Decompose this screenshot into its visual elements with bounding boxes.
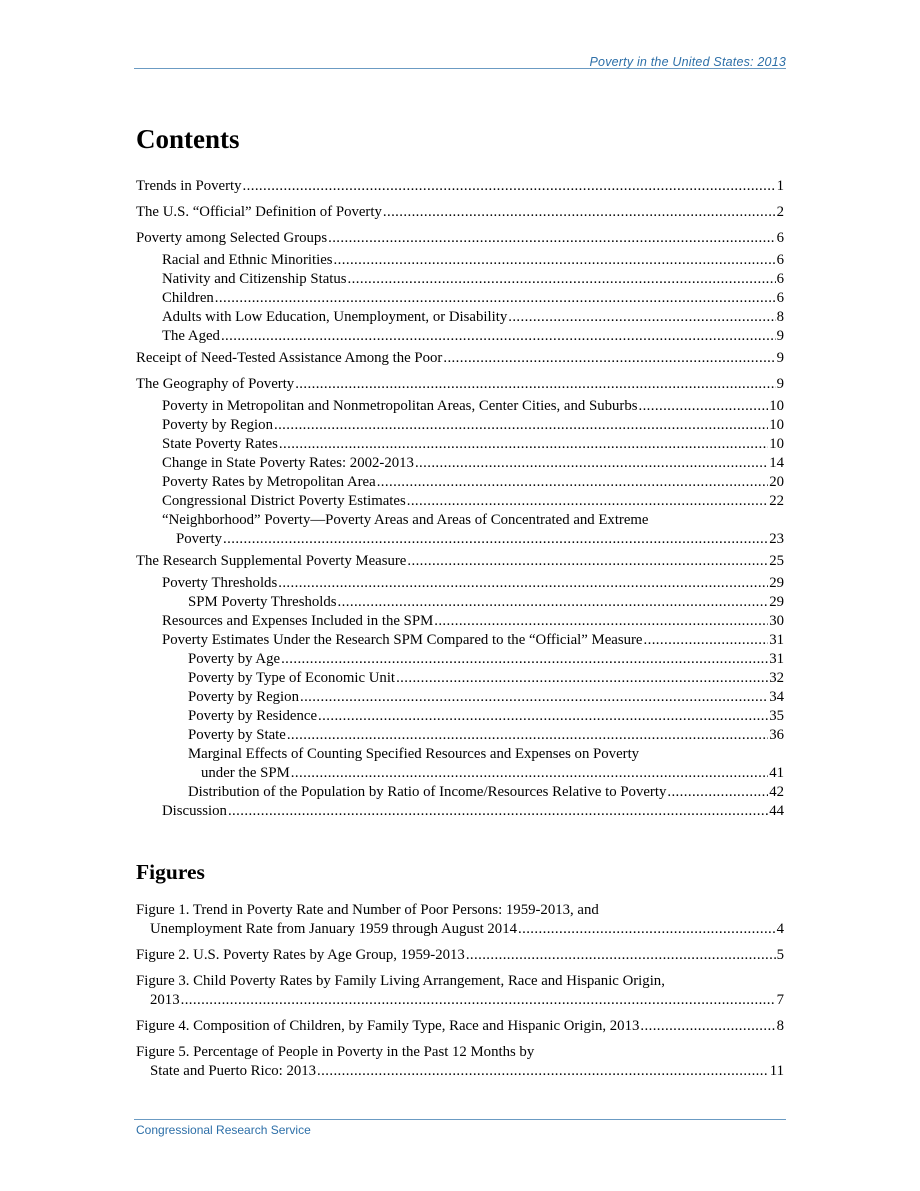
toc-entry[interactable]	[136, 726, 784, 745]
toc-entry[interactable]	[136, 745, 784, 783]
toc-entry[interactable]	[136, 308, 784, 327]
toc-entry[interactable]	[136, 688, 784, 707]
toc-entry[interactable]	[136, 511, 784, 549]
toc-entry[interactable]	[136, 783, 784, 802]
figure-entry-title-line1: Figure 3. Child Poverty Rates by Family Living Arrangement, Race and Hispanic Origin,	[136, 973, 665, 989]
toc-entry-title: Change in State Poverty Rates: 2002-2013	[162, 455, 414, 471]
toc-entry-page: 25	[769, 553, 784, 569]
toc-entry-title: Poverty Thresholds	[162, 575, 278, 591]
toc-entry-title: Racial and Ethnic Minorities	[162, 252, 333, 268]
toc-entry[interactable]	[136, 669, 784, 688]
toc-entry-title-line1: “Neighborhood” Poverty—Poverty Areas and Areas of Concentrated and Extreme	[162, 512, 649, 528]
dot-leader	[466, 946, 776, 965]
figure-entry-title: Figure 2. U.S. Poverty Rates by Age Group, 1959-2013	[136, 947, 465, 963]
figure-entry[interactable]	[136, 946, 784, 965]
dot-leader	[348, 270, 776, 289]
toc-entry-page: 9	[776, 350, 784, 366]
toc-entry-page: 29	[769, 575, 784, 591]
toc-entry-page: 9	[776, 376, 784, 392]
dot-leader	[518, 920, 776, 939]
dot-leader	[338, 593, 769, 612]
figure-entry-title-line1: Figure 5. Percentage of People in Poverty in the Past 12 Months by	[136, 1044, 535, 1060]
toc-entry-title: Receipt of Need-Tested Assistance Among the Poor	[136, 350, 443, 366]
toc-entry-title: The Research Supplemental Poverty Measure	[136, 553, 407, 569]
figure-entry-page: 5	[776, 947, 784, 963]
toc-entry-page: 10	[769, 436, 784, 452]
dot-leader	[318, 707, 768, 726]
dot-leader	[334, 251, 776, 270]
toc-entry-page: 6	[776, 290, 784, 306]
figure-entry-page: 11	[769, 1063, 784, 1079]
toc-entry[interactable]	[136, 289, 784, 308]
toc-entry-title: Discussion	[162, 803, 227, 819]
toc-entry-title: The Geography of Poverty	[136, 376, 295, 392]
toc-entry[interactable]	[136, 802, 784, 821]
toc-entry-page: 35	[769, 708, 784, 724]
toc-entry-title: Nativity and Citizenship Status	[162, 271, 347, 287]
toc-entry-page: 9	[776, 328, 784, 344]
toc-entry[interactable]	[136, 327, 784, 346]
running-header-title: Poverty in the United States: 2013	[589, 55, 786, 69]
figure-entry-title-line2: 2013	[150, 992, 180, 1008]
toc-entry-title: Poverty by Region	[188, 689, 299, 705]
figure-entry[interactable]	[136, 1043, 784, 1081]
toc-entry[interactable]	[136, 251, 784, 270]
figure-entry[interactable]	[136, 1017, 784, 1036]
toc-entry-title: Trends in Poverty	[136, 178, 242, 194]
toc-entry-page: 30	[769, 613, 784, 629]
dot-leader	[407, 492, 768, 511]
dot-leader	[221, 327, 776, 346]
toc-entry-page: 42	[769, 784, 784, 800]
dot-leader	[300, 688, 768, 707]
toc-entry-page: 20	[769, 474, 784, 490]
toc-entry-page: 36	[769, 727, 784, 743]
dot-leader	[443, 349, 775, 368]
toc-entry[interactable]	[136, 473, 784, 492]
figure-entry-title-line2: Unemployment Rate from January 1959 through August 2014	[150, 921, 517, 937]
toc-entry-title: Congressional District Poverty Estimates	[162, 493, 406, 509]
toc-entry-title: Adults with Low Education, Unemployment, or Disability	[162, 309, 508, 325]
toc-entry-page: 23	[769, 531, 784, 547]
dot-leader	[223, 530, 768, 549]
toc-entry[interactable]	[136, 454, 784, 473]
figure-entry-page: 4	[776, 921, 784, 937]
toc-entry[interactable]	[136, 203, 784, 222]
dot-leader	[278, 574, 768, 593]
header-rule	[134, 68, 786, 69]
toc-entry[interactable]	[136, 435, 784, 454]
toc-entry[interactable]	[136, 375, 784, 394]
footer-publisher: Congressional Research Service	[136, 1123, 311, 1137]
dot-leader	[228, 802, 768, 821]
dot-leader	[667, 783, 768, 802]
toc-entry-title: Resources and Expenses Included in the SPM	[162, 613, 434, 629]
dot-leader	[317, 1062, 769, 1081]
toc-entry-title: State Poverty Rates	[162, 436, 278, 452]
toc-entry-page: 6	[776, 271, 784, 287]
toc-entry-title: The Aged	[162, 328, 220, 344]
dot-leader	[281, 650, 768, 669]
toc-entry-title-line2: Poverty	[176, 531, 223, 547]
dot-leader	[415, 454, 768, 473]
dot-leader	[638, 397, 768, 416]
toc-entry-page: 2	[776, 204, 784, 220]
dot-leader	[287, 726, 768, 745]
toc-entry-title: Distribution of the Population by Ratio of Income/Resources Relative to Poverty	[188, 784, 667, 800]
toc-entry[interactable]	[136, 177, 784, 196]
toc-entry-page: 10	[769, 398, 784, 414]
toc-entry[interactable]	[136, 270, 784, 289]
toc-entry-title: The U.S. “Official” Definition of Poverty	[136, 204, 382, 220]
toc-entry-page: 10	[769, 417, 784, 433]
contents-heading: Contents	[136, 124, 240, 154]
toc-entry-page: 8	[776, 309, 784, 325]
toc-entry-page: 1	[776, 178, 784, 194]
toc-entry-page: 32	[769, 670, 784, 686]
figure-entry-title-line2: State and Puerto Rico: 2013	[150, 1063, 317, 1079]
dot-leader	[291, 764, 768, 783]
dot-leader	[328, 229, 776, 248]
dot-leader	[215, 289, 776, 308]
dot-leader	[644, 631, 769, 650]
dot-leader	[181, 991, 776, 1010]
toc-entry-title: Poverty Rates by Metropolitan Area	[162, 474, 376, 490]
toc-entry-title: Poverty by Type of Economic Unit	[188, 670, 396, 686]
toc-entry[interactable]	[136, 707, 784, 726]
toc-entry-title: Poverty by State	[188, 727, 286, 743]
toc-entry[interactable]	[136, 612, 784, 631]
toc-entry[interactable]	[136, 593, 784, 612]
dot-leader	[377, 473, 769, 492]
toc-entry-page: 14	[769, 455, 784, 471]
figures-heading: Figures	[136, 860, 205, 884]
figure-entry-page: 7	[776, 992, 784, 1008]
figure-entry[interactable]	[136, 972, 784, 1010]
dot-leader	[396, 669, 768, 688]
dot-leader	[279, 435, 768, 454]
toc-entry-page: 22	[769, 493, 784, 509]
toc-entry-page: 34	[769, 689, 784, 705]
dot-leader	[274, 416, 768, 435]
dot-leader	[243, 177, 776, 196]
dot-leader	[383, 203, 776, 222]
toc-entry[interactable]	[136, 552, 784, 571]
toc-entry[interactable]	[136, 631, 784, 650]
toc-entry-page: 29	[769, 594, 784, 610]
figure-entry-title-line1: Figure 1. Trend in Poverty Rate and Number of Poor Persons: 1959-2013, and	[136, 902, 599, 918]
toc-entry-title: Poverty by Residence	[188, 708, 318, 724]
figure-entry[interactable]	[136, 901, 784, 939]
figure-entry-title: Figure 4. Composition of Children, by Family Type, Race and Hispanic Origin, 2013	[136, 1018, 640, 1034]
figure-entry-page: 8	[776, 1018, 784, 1034]
toc-entry-title: Poverty among Selected Groups	[136, 230, 328, 246]
toc-entry[interactable]	[136, 397, 784, 416]
toc-entry-title: Poverty by Age	[188, 651, 281, 667]
dot-leader	[295, 375, 775, 394]
toc-entry-title-line1: Marginal Effects of Counting Specified Resources and Expenses on Poverty	[188, 746, 640, 762]
toc-entry[interactable]	[136, 650, 784, 669]
toc-entry-title: Children	[162, 290, 214, 306]
toc-entry-page: 31	[769, 632, 784, 648]
toc-entry[interactable]	[136, 574, 784, 593]
contents-list	[136, 177, 784, 821]
toc-entry-page: 31	[769, 651, 784, 667]
toc-entry[interactable]	[136, 349, 784, 368]
toc-entry-page: 44	[769, 803, 784, 819]
toc-entry[interactable]	[136, 229, 784, 248]
toc-entry-page: 6	[776, 230, 784, 246]
dot-leader	[407, 552, 768, 571]
toc-entry-title: Poverty Estimates Under the Research SPM Compared to the “Official” Measure	[162, 632, 643, 648]
toc-entry-title: Poverty by Region	[162, 417, 273, 433]
toc-entry-page: 6	[776, 252, 784, 268]
dot-leader	[508, 308, 775, 327]
dot-leader	[640, 1017, 775, 1036]
toc-entry-title-line2: under the SPM	[201, 765, 290, 781]
toc-entry[interactable]	[136, 416, 784, 435]
footer-rule	[134, 1119, 786, 1120]
toc-entry-title: SPM Poverty Thresholds	[188, 594, 337, 610]
toc-entry-title: Poverty in Metropolitan and Nonmetropolitan Areas, Center Cities, and Suburbs	[162, 398, 638, 414]
figures-list	[136, 901, 784, 1081]
toc-entry[interactable]	[136, 492, 784, 511]
dot-leader	[434, 612, 768, 631]
toc-entry-page: 41	[769, 765, 784, 781]
